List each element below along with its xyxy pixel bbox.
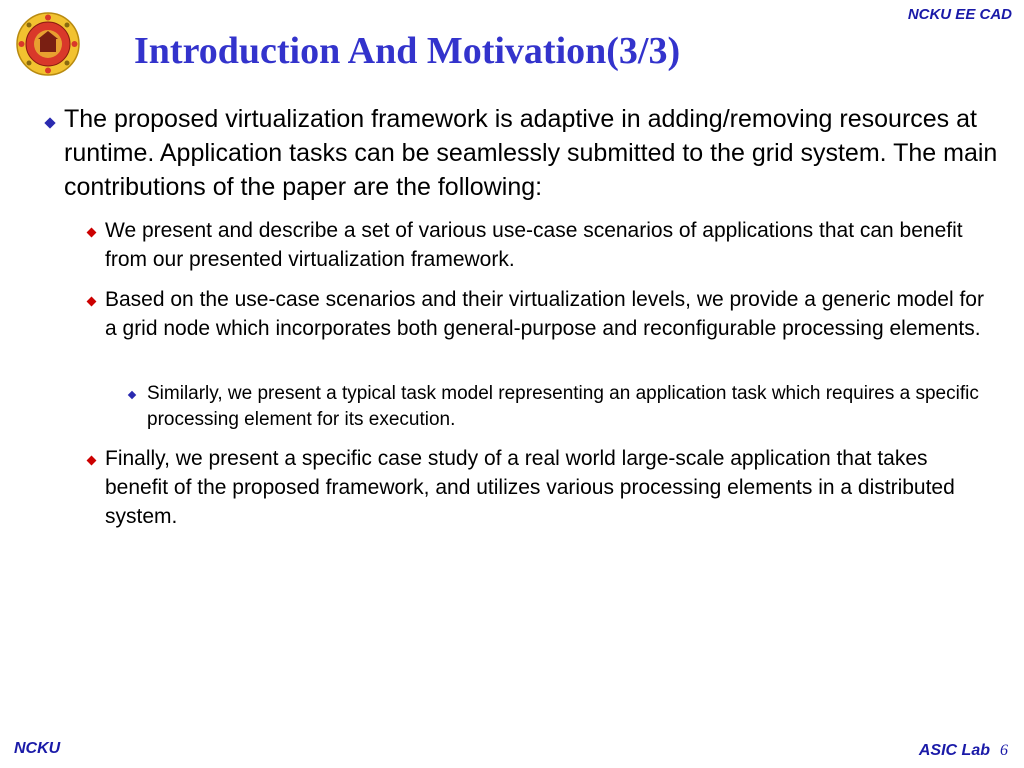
bullet-text: Similarly, we present a typical task model representing an application task which requires a specific processing element for its execution. — [147, 383, 979, 430]
bullet-text: Based on the use-case scenarios and their virtualization levels, we provide a generic model for a grid node which incorporates both general-purpose and reconfigurable processing elements. — [105, 288, 984, 340]
diamond-bullet-icon — [87, 228, 97, 238]
diamond-bullet-icon — [44, 117, 55, 128]
header-tag: NCKU EE CAD — [907, 6, 1012, 23]
bullet-text: The proposed virtualization framework is adaptive in adding/removing resources at runtime. Application tasks can be seamlessly submitted to the grid system. The main contributions of the paper are the following: — [64, 105, 998, 201]
page-number: 6 — [1000, 742, 1008, 759]
footer-lab: ASIC Lab — [918, 742, 990, 759]
footer-university: NCKU — [14, 740, 61, 757]
diamond-bullet-icon — [87, 297, 97, 307]
footer-lab-page — [919, 742, 1008, 760]
diamond-bullet-icon — [87, 456, 97, 466]
slide-title: Introduction And Motivation(3/3) — [134, 30, 681, 72]
ncku-emblem-icon — [16, 12, 80, 76]
bullet-text: We present and describe a set of various use-case scenarios of applications that can benefit from our presented virtualization framework. — [105, 219, 963, 271]
bullet-text: Finally, we present a specific case study of a real world large-scale application that takes benefit of the proposed framework, and utilizes various processing elements in a distributed system. — [105, 447, 955, 528]
diamond-bullet-icon — [128, 391, 136, 399]
